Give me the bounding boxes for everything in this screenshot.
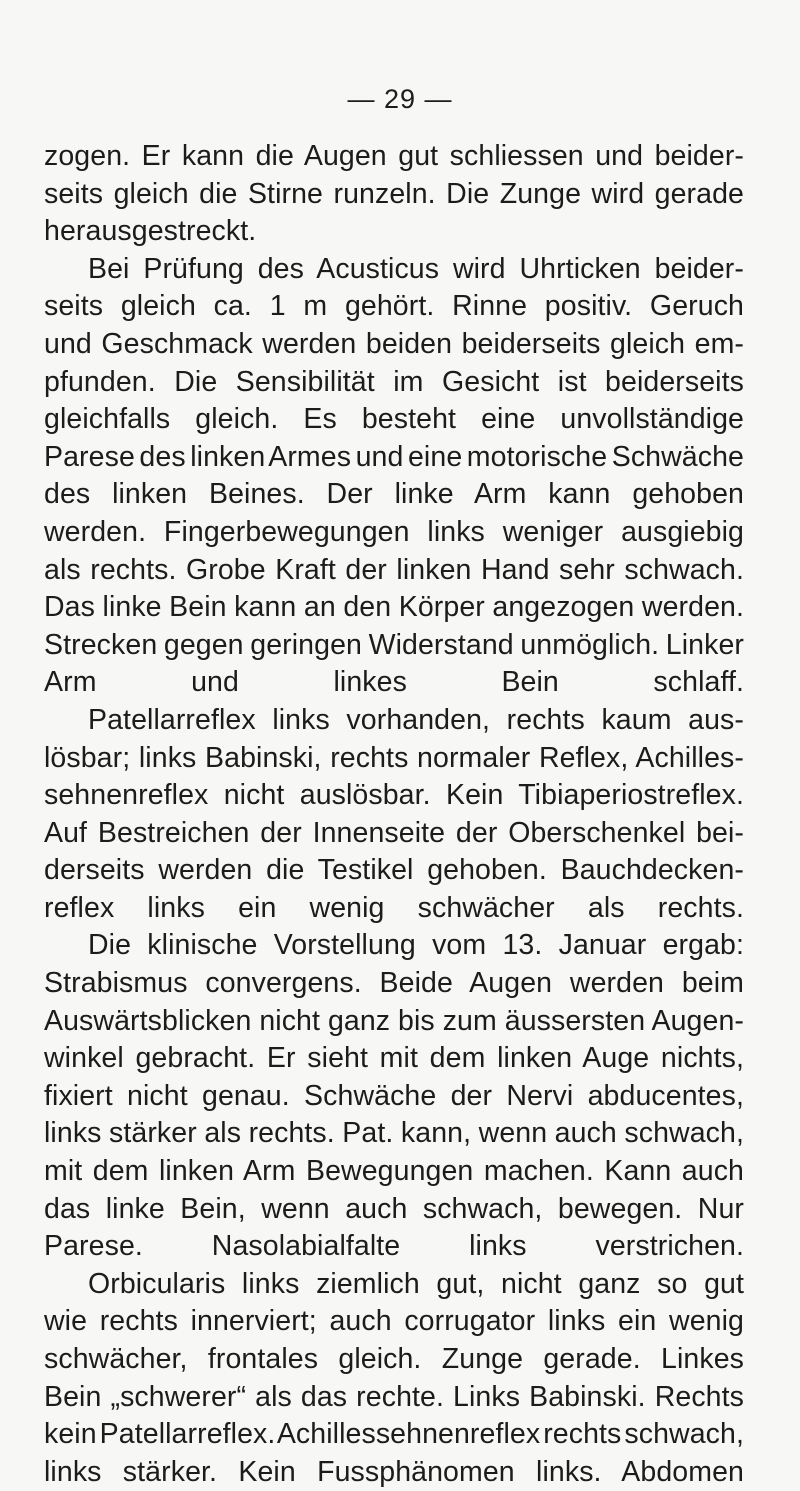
text-line: Bei Prüfung des Acusticus wird Uhrticken beider- [88,252,744,285]
text-line: Auswärtsblicken nicht ganz bis zum äussersten Augen- [44,1004,744,1037]
text-line: links stärker. Kein Fussphänomen links. Abdomen [44,1455,744,1488]
text-line: herausgestreckt. [44,215,257,248]
text-line: sehnenreflex nicht auslösbar. Kein Tibiaperiostreflex. [44,779,744,812]
page-header: — 29 — [347,84,453,114]
text-line: das linke Bein, wenn auch schwach, bewegen. Nur [44,1192,744,1225]
text-line: wie rechts innerviert; auch corrugator links ein wenig [44,1305,744,1338]
text-line: fixiert nicht genau. Schwäche der Nervi abducentes, [44,1079,744,1112]
text-line: als rechts. Grobe Kraft der linken Hand sehr schwach. [44,553,744,586]
text-line: seits gleich die Stirne runzeln. Die Zunge wird gerade [44,177,744,210]
text-line: Bein „schwerer“ als das rechte. Links Babinski. Rechts [44,1380,744,1413]
text-line: Strabismus convergens. Beide Augen werden beim [44,967,744,1000]
paragraph [44,1266,744,1491]
page-body [44,138,744,1491]
text-line: Arm und linkes Bein schlaff. [44,666,744,699]
paragraph [44,702,744,928]
text-line: werden. Fingerbewegungen links weniger ausgiebig [44,515,744,548]
text-line: pfunden. Die Sensibilität im Gesicht ist beiderseits [44,365,744,398]
text-line: Auf Bestreichen der Innenseite der Oberschenkel bei- [44,816,744,849]
text-line: und Geschmack werden beiden beiderseits gleich em- [44,327,744,360]
text-line: links stärker als rechts. Pat. kann, wenn auch schwach, [44,1117,744,1150]
text-line: zogen. Er kann die Augen gut schliessen und beider- [44,140,744,172]
text-line: Die klinische Vorstellung vom 13. Januar ergab: [88,929,744,962]
text-line: derseits werden die Testikel gehoben. Bauchdecken- [44,854,744,887]
text-line: Parese des linken Armes und eine motorische Schwäche [44,440,744,473]
text-line: reflex links ein wenig schwächer als rechts. [44,891,744,924]
text-line: Patellarreflex links vorhanden, rechts kaum aus- [88,703,744,736]
text-line: Strecken gegen geringen Widerstand unmöglich. Linker [44,628,744,661]
text-line: mit dem linken Arm Bewegungen machen. Kann auch [44,1155,744,1188]
text-line: Parese. Nasolabialfalte links verstrichen. [44,1230,744,1263]
text-line: seits gleich ca. 1 m gehört. Rinne positiv. Geruch [44,290,744,323]
paragraph [44,927,744,1265]
text-line: winkel gebracht. Er sieht mit dem linken Auge nichts, [44,1042,744,1075]
paragraph [44,251,744,702]
text-line: Das linke Bein kann an den Körper angezogen werden. [44,591,744,624]
text-line: gleichfalls gleich. Es besteht eine unvollständige [44,403,744,436]
text-line: schwächer, frontales gleich. Zunge gerade. Linkes [44,1343,744,1375]
text-line: Orbicularis links ziemlich gut, nicht ganz so gut [88,1267,744,1300]
text-line: lösbar; links Babinski, rechts normaler Reflex, Achilles- [44,741,744,774]
text-line: kein Patellarreflex. Achillessehnenreflex rechts schwach, [44,1418,744,1451]
paragraph [44,138,744,251]
text-line: des linken Beines. Der linke Arm kann gehoben [44,478,744,511]
